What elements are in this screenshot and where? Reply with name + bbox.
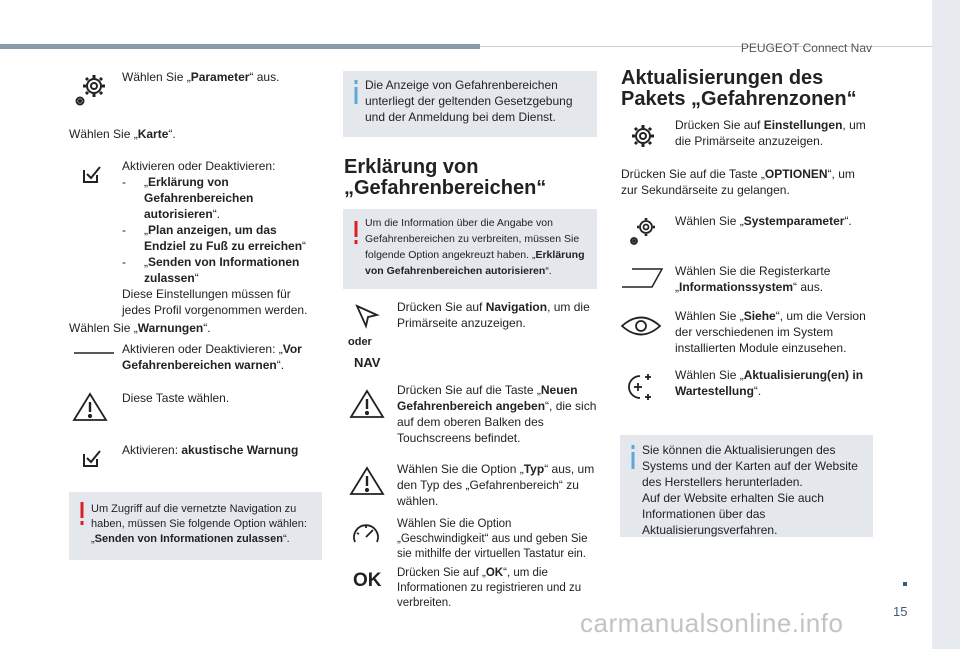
col1-step5: Aktivieren oder Deaktivieren: „Vor Gefahrenbereichen warnen“. [122, 342, 302, 372]
col3-step6: Wählen Sie „Aktualisierung(en) in Wartestellung“. [675, 368, 864, 398]
col1-step3-item: - „Plan anzeigen, um das Endziel zu Fuß zu erreichen“ [122, 222, 322, 254]
col1-step3-outro: Diese Einstellungen müssen für jedes Profil vorgenommen werden. [122, 287, 308, 317]
warning-triangle-icon [72, 392, 108, 422]
col3-step3: Wählen Sie „Systemparameter“. [675, 214, 852, 228]
warning-exclamation-icon [79, 502, 85, 530]
col1-step4: Wählen Sie „Warnungen“. [69, 321, 211, 335]
tab-icon [620, 267, 664, 289]
col1-step3 [122, 158, 322, 318]
col1-step6: Diese Taste wählen. [122, 391, 230, 405]
col3-step1: Drücken Sie auf Einstellungen, um die Primärseite anzuzeigen. [675, 118, 866, 148]
warning-note-box [343, 209, 597, 289]
speedometer-icon [351, 522, 381, 546]
warning-exclamation-icon [353, 221, 359, 249]
col2-step4: Wählen Sie die Option „Geschwindigkeit“ aus und geben Sie sie mithilfe der virtuellen Tastatur ein. [397, 518, 588, 560]
page-marker [903, 582, 907, 586]
col2-warn-text: Um die Information über die Angabe von Gefahrenbereichen zu verbreiten, müssen Sie folgende Option angekreuzt haben. „Erklärung von Gefahrenbereichen autorisieren“. [365, 217, 585, 277]
settings-gear-icon [629, 122, 657, 150]
eye-icon [620, 315, 662, 337]
warning-triangle-icon [349, 466, 385, 496]
nav-button-label: NAV [354, 355, 381, 370]
checkbox-icon [80, 447, 102, 469]
settings-gears-icon [72, 72, 108, 108]
col2-heading: Erklärung von „Gefahrenbereichen“ [344, 156, 547, 199]
update-plus-icon [622, 372, 658, 402]
col2-step5: Drücken Sie auf „OK“, um die Informationen zu registrieren und zu verbreiten. [397, 567, 582, 609]
col1-step2: Wählen Sie „Karte“. [69, 127, 176, 141]
running-header: PEUGEOT Connect Nav [740, 41, 872, 55]
ok-button-label: OK [353, 570, 382, 591]
nav-or-label: oder [348, 336, 372, 348]
col1-step3-intro: Aktivieren oder Deaktivieren: [122, 159, 276, 173]
col1-step1: Wählen Sie „Parameter“ aus. [122, 70, 280, 84]
col3-step5: Wählen Sie „Siehe“, um die Version der verschiedenen im System installierten Module einzusehen. [675, 309, 866, 355]
col3-heading: Aktualisierungen des Pakets „Gefahrenzonen“ [621, 67, 857, 110]
col2-step1: Drücken Sie auf Navigation, um die Primärseite anzuzeigen. [397, 300, 590, 330]
col1-step3-item: - „Erklärung von Gefahrenbereichen autorisieren“. [122, 174, 322, 222]
col1-note-text: Um Zugriff auf die vernetzte Navigation zu haben, müssen Sie folgende Option wählen: „Senden von Informationen zulassen“. [91, 503, 307, 545]
info-note-box [343, 71, 597, 137]
warning-triangle-icon [349, 389, 385, 419]
page-number: 15 [893, 604, 908, 619]
col3-step4: Wählen Sie die Registerkarte „Informationssystem“ aus. [675, 264, 831, 294]
toggle-line-icon [74, 350, 114, 356]
header-rule [0, 44, 480, 49]
info-i-icon [353, 80, 359, 108]
col2-step3: Wählen Sie die Option „Typ“ aus, um den Typ des „Gefahrenbereich“ zu wählen. [397, 462, 595, 508]
warning-note-box [69, 492, 322, 560]
col1-step3-item: - „Senden von Informationen zulassen“ [122, 254, 322, 286]
col3-info-text: Sie können die Aktualisierungen des Systems und der Karten auf der Website des Herstellers herunterladen. Auf der Website erhalten Sie auch Informationen über das Aktualisierungsverfahren. [642, 443, 858, 537]
navigation-arrow-icon [354, 303, 380, 329]
col2-step2: Drücken Sie auf die Taste „Neuen Gefahrenbereich angeben“, die sich auf dem oberen Balken des Touchscreens befindet. [397, 383, 597, 445]
col1-step7: Aktivieren: akustische Warnung [122, 443, 299, 457]
col3-step2: Drücken Sie auf die Taste „OPTIONEN“, um zur Sekundärseite zu gelangen. [621, 167, 855, 197]
watermark: carmanualsonline.info [580, 608, 844, 638]
info-note-box [620, 435, 873, 537]
settings-gears-icon [627, 215, 659, 247]
checkbox-icon [80, 163, 102, 185]
info-i-icon [630, 445, 636, 473]
page-side-strip [932, 0, 960, 649]
col2-info-text: Die Anzeige von Gefahrenbereichen unterliegt der geltenden Gesetzgebung und der Anmeldung bei dem Dienst. [365, 78, 573, 124]
